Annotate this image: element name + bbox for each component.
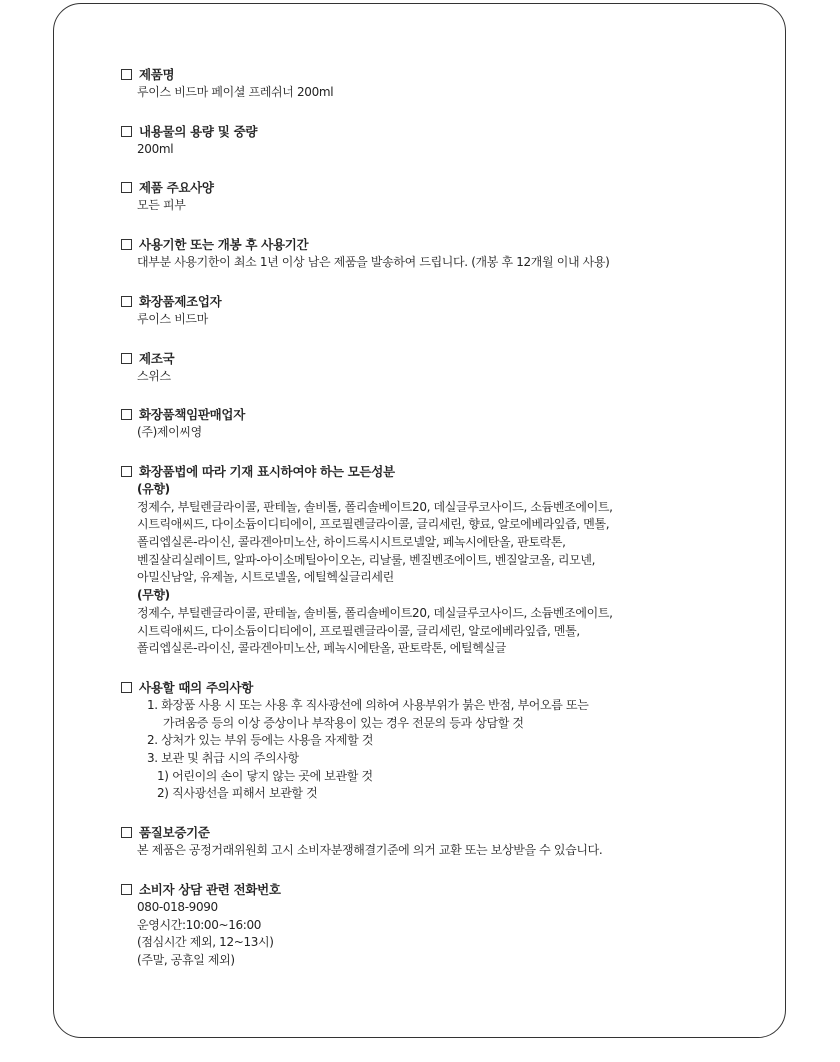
section-product-name: [121, 65, 761, 102]
section-title: 품질보증기준: [139, 825, 210, 841]
section-body: [121, 842, 761, 860]
checkbox-icon: [121, 239, 132, 250]
section-spec: [121, 178, 761, 215]
section-header: [121, 122, 761, 141]
section-title: 제조국: [139, 350, 175, 366]
phone-number: 080-018-9090: [137, 899, 218, 914]
checkbox-icon: [121, 182, 132, 193]
section-text: 200ml: [137, 141, 174, 156]
section-text: (주)제이씨영: [137, 425, 202, 440]
section-header: [121, 292, 761, 311]
section-precautions: [121, 678, 761, 803]
section-title: 화장품법에 따라 기재 표시하여야 하는 모든성분: [139, 463, 395, 479]
precaution-item: 3. 보관 및 취급 시의 주의사항: [147, 751, 299, 766]
section-text: 루이스 비드마: [137, 311, 208, 326]
section-header: [121, 65, 761, 84]
precaution-subitem: 2) 직사광선을 피해서 보관할 것: [157, 786, 318, 801]
holiday-note: (주말, 공휴일 제외): [137, 952, 235, 967]
operating-hours: 운영시간:10:00~16:00: [137, 917, 262, 932]
section-country: [121, 349, 761, 386]
checkbox-icon: [121, 682, 132, 693]
section-quality: [121, 823, 761, 860]
checkbox-icon: [121, 466, 132, 477]
section-text: 본 제품은 공정거래위원회 고시 소비자분쟁해결기준에 의거 교환 또는 보상받을 수 있습니다.: [137, 843, 603, 858]
section-expiry: [121, 235, 761, 272]
section-body: [121, 899, 761, 970]
ingredient-line: 폴리엡실론-라이신, 콜라겐아미노산, 페녹시에탄올, 판토락톤, 에틸헥실글: [137, 641, 506, 656]
section-seller: [121, 405, 761, 442]
section-body: [121, 424, 761, 442]
checkbox-icon: [121, 827, 132, 838]
precaution-item: 2. 상처가 있는 부위 등에는 사용을 자제할 것: [147, 733, 374, 748]
ingredient-line: 아밀신남알, 유제놀, 시트로넬올, 에틸헥실글리세린: [137, 570, 394, 585]
precaution-subitem: 1) 어린이의 손이 닿지 않는 곳에 보관할 것: [157, 768, 373, 783]
section-body: [121, 84, 761, 102]
checkbox-icon: [121, 296, 132, 307]
section-contact: [121, 880, 761, 970]
section-title: 화장품책임판매업자: [139, 407, 245, 423]
section-text: 루이스 비드마 페이셜 프레쉬너 200ml: [137, 85, 334, 99]
ingredient-line: 폴리엡실론-라이신, 콜라겐아미노산, 하이드록시시트로넬알, 페녹시에탄올, 판토락톤,: [137, 535, 566, 550]
checkbox-icon: [121, 409, 132, 420]
section-body: [121, 311, 761, 329]
checkbox-icon: [121, 126, 132, 137]
ingredient-line: 벤질살리실레이트, 알파-아이소메틸아이오논, 리날룰, 벤질벤조에이트, 벤질알코올, 리모넨,: [137, 552, 596, 567]
section-title: 제품명: [139, 67, 175, 82]
section-header: [121, 823, 761, 842]
section-title: 제품 주요사양: [139, 180, 214, 196]
section-header: [121, 349, 761, 368]
ingredient-group-label: (무향): [137, 588, 170, 603]
section-title: 사용할 때의 주의사항: [139, 679, 254, 695]
section-header: [121, 880, 761, 899]
section-title: 내용물의 용량 및 중량: [139, 123, 258, 139]
checkbox-icon: [121, 353, 132, 364]
section-body: [121, 197, 761, 215]
section-text: 스위스: [137, 368, 171, 383]
ingredient-group-label: (유향): [137, 481, 170, 496]
section-header: [121, 178, 761, 197]
product-info-list: [121, 65, 761, 990]
section-header: [121, 462, 761, 481]
checkbox-icon: [121, 884, 132, 895]
section-body: [121, 481, 761, 658]
section-title: 화장품제조업자: [139, 293, 222, 309]
section-volume: [121, 122, 761, 159]
precaution-item: 가려움증 등의 이상 증상이나 부작용이 있는 경우 전문의 등과 상담할 것: [163, 715, 524, 730]
ingredient-line: 정제수, 부틸렌글라이콜, 판테놀, 솔비톨, 폴리솔베이트20, 데실글루코사이드, 소듐벤조에이트,: [137, 499, 613, 514]
section-manufacturer: [121, 292, 761, 329]
section-text: 모든 피부: [137, 198, 186, 213]
section-body: [121, 368, 761, 386]
section-title: 사용기한 또는 개봉 후 사용기간: [139, 237, 309, 253]
section-body: [121, 697, 761, 803]
section-body: [121, 254, 761, 272]
section-header: [121, 678, 761, 697]
precaution-item: 1. 화장품 사용 시 또는 사용 후 직사광선에 의하여 사용부위가 붉은 반점, 부어오름 또는: [147, 697, 589, 712]
ingredient-line: 시트릭애씨드, 다이소듐이디티에이, 프로필렌글라이콜, 글리세린, 알로에베라잎즙, 멘톨,: [137, 623, 580, 638]
section-title: 소비자 상담 관련 전화번호: [139, 881, 281, 897]
section-header: [121, 405, 761, 424]
section-body: [121, 141, 761, 159]
ingredient-line: 정제수, 부틸렌글라이콜, 판테놀, 솔비톨, 폴리솔베이트20, 데실글루코사이드, 소듐벤조에이트,: [137, 605, 613, 620]
lunch-note: (점심시간 제외, 12~13시): [137, 935, 274, 950]
section-ingredients: [121, 462, 761, 658]
section-text: 대부분 사용기한이 최소 1년 이상 남은 제품을 발송하여 드립니다. (개봉 후 12개월 이내 사용): [137, 255, 610, 270]
section-header: [121, 235, 761, 254]
ingredient-line: 시트릭애씨드, 다이소듐이디티에이, 프로필렌글라이콜, 글리세린, 향료, 알로에베라잎즙, 멘톨,: [137, 517, 610, 532]
checkbox-icon: [121, 69, 132, 80]
